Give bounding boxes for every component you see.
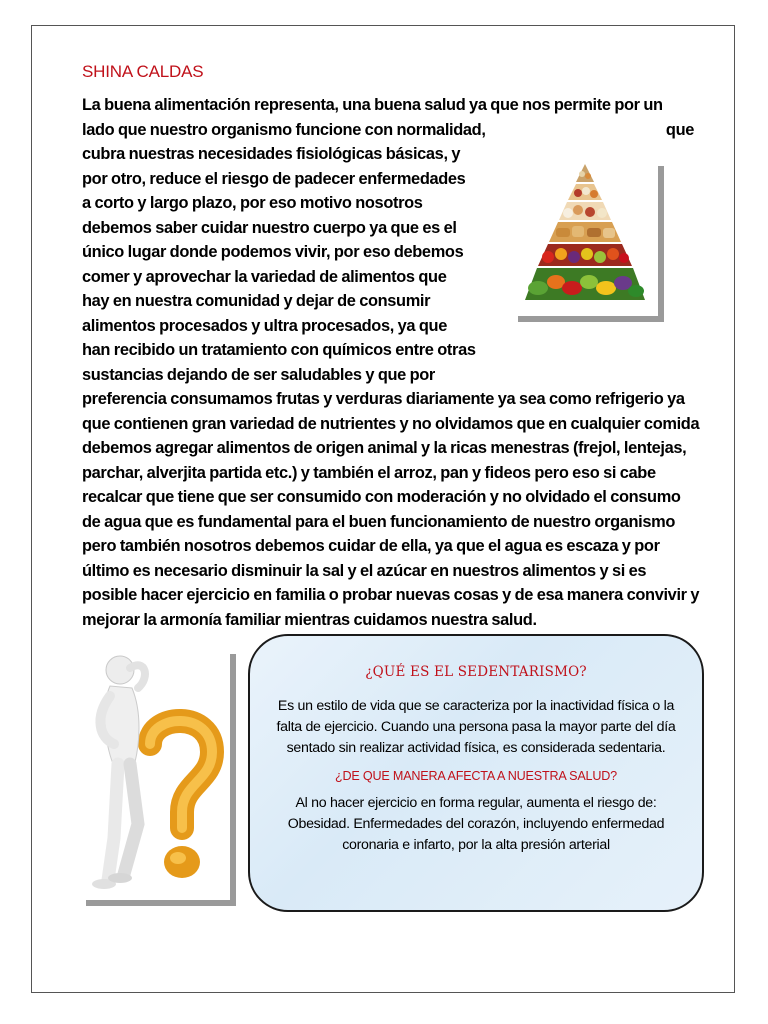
body-line: alimentos procesados y ultra procesados, ya que <box>82 316 447 335</box>
body-line-right: que <box>665 120 694 139</box>
body-line: a corto y largo plazo, por eso motivo nosotros <box>82 194 423 212</box>
info-box-title: ¿QUÉ ES EL SEDENTARISMO? <box>365 664 587 680</box>
body-continuation: preferencia consumamos frutas y verduras diariamente ya sea como refrigerio ya que contienen gran variedad de nutrientes y no olvidamos que en cualquier comida debemos agregar alimentos de origen animal y la ricas menestras (frejol, lentejas, parchar, alverjita partida etc.) y también el arroz, pan y fideos pero eso si cabe recalcar que tiene que ser consumido con moderación y no olvidado el consumo de agua que es fundamental para el buen funcionamiento de nuestro organismo pero también nosotros debemos cuidar de ella, ya que el agua es escaza y por último es necesario disminuir la sal y el azúcar en nuestros alimentos y si es posible hacer ejercicio en familia o probar nuevas cosas y de esa manera convivir y mejorar la armonía familiar mientras cuidamos nuestra salud. <box>82 390 700 629</box>
sedentarism-info-box <box>248 634 704 912</box>
body-line: cubra nuestras necesidades fisiológicas básicas, y <box>82 145 461 163</box>
body-line: hay en nuestra comunidad y dejar de consumir <box>82 292 431 310</box>
body-line: han recibido un tratamiento con químicos entre otras <box>82 341 476 359</box>
info-box-subtitle: ¿DE QUE MANERA AFECTA A NUESTRA SALUD? <box>335 769 617 783</box>
thinker-image <box>80 648 230 900</box>
body-line: comer y aprovechar la variedad de alimentos que <box>82 267 447 286</box>
body-line-left: lado que nuestro organismo funcione con normalidad, <box>82 120 486 139</box>
body-line: La buena alimentación representa, una buena salud ya que nos permite por un <box>82 96 663 114</box>
body-line <box>82 118 694 143</box>
food-pyramid-icon <box>512 160 658 316</box>
sedentarism-definition: Es un estilo de vida que se caracteriza por la inactividad física o la falta de ejercicio. Cuando una persona pasa la mayor parte del día sentado sin realizar actividad física, es considerada sedentaria. <box>276 698 676 756</box>
thinking-person-icon <box>80 648 230 900</box>
body-line: debemos saber cuidar nuestro cuerpo ya que es el <box>82 218 457 237</box>
body-line: sustancias dejando de ser saludables y que por <box>82 365 435 384</box>
body-line: por otro, reduce el riesgo de padecer enfermedades <box>82 169 466 188</box>
food-pyramid-image <box>512 160 658 316</box>
body-line: único lugar donde podemos vivir, por eso debemos <box>82 243 464 261</box>
health-effects: Al no hacer ejercicio en forma regular, aumenta el riesgo de: Obesidad. Enfermedades del corazón, incluyendo enfermedad coronaria e infarto, por la alta presión arterial <box>287 795 665 853</box>
author-name: SHINA CALDAS <box>82 62 204 81</box>
